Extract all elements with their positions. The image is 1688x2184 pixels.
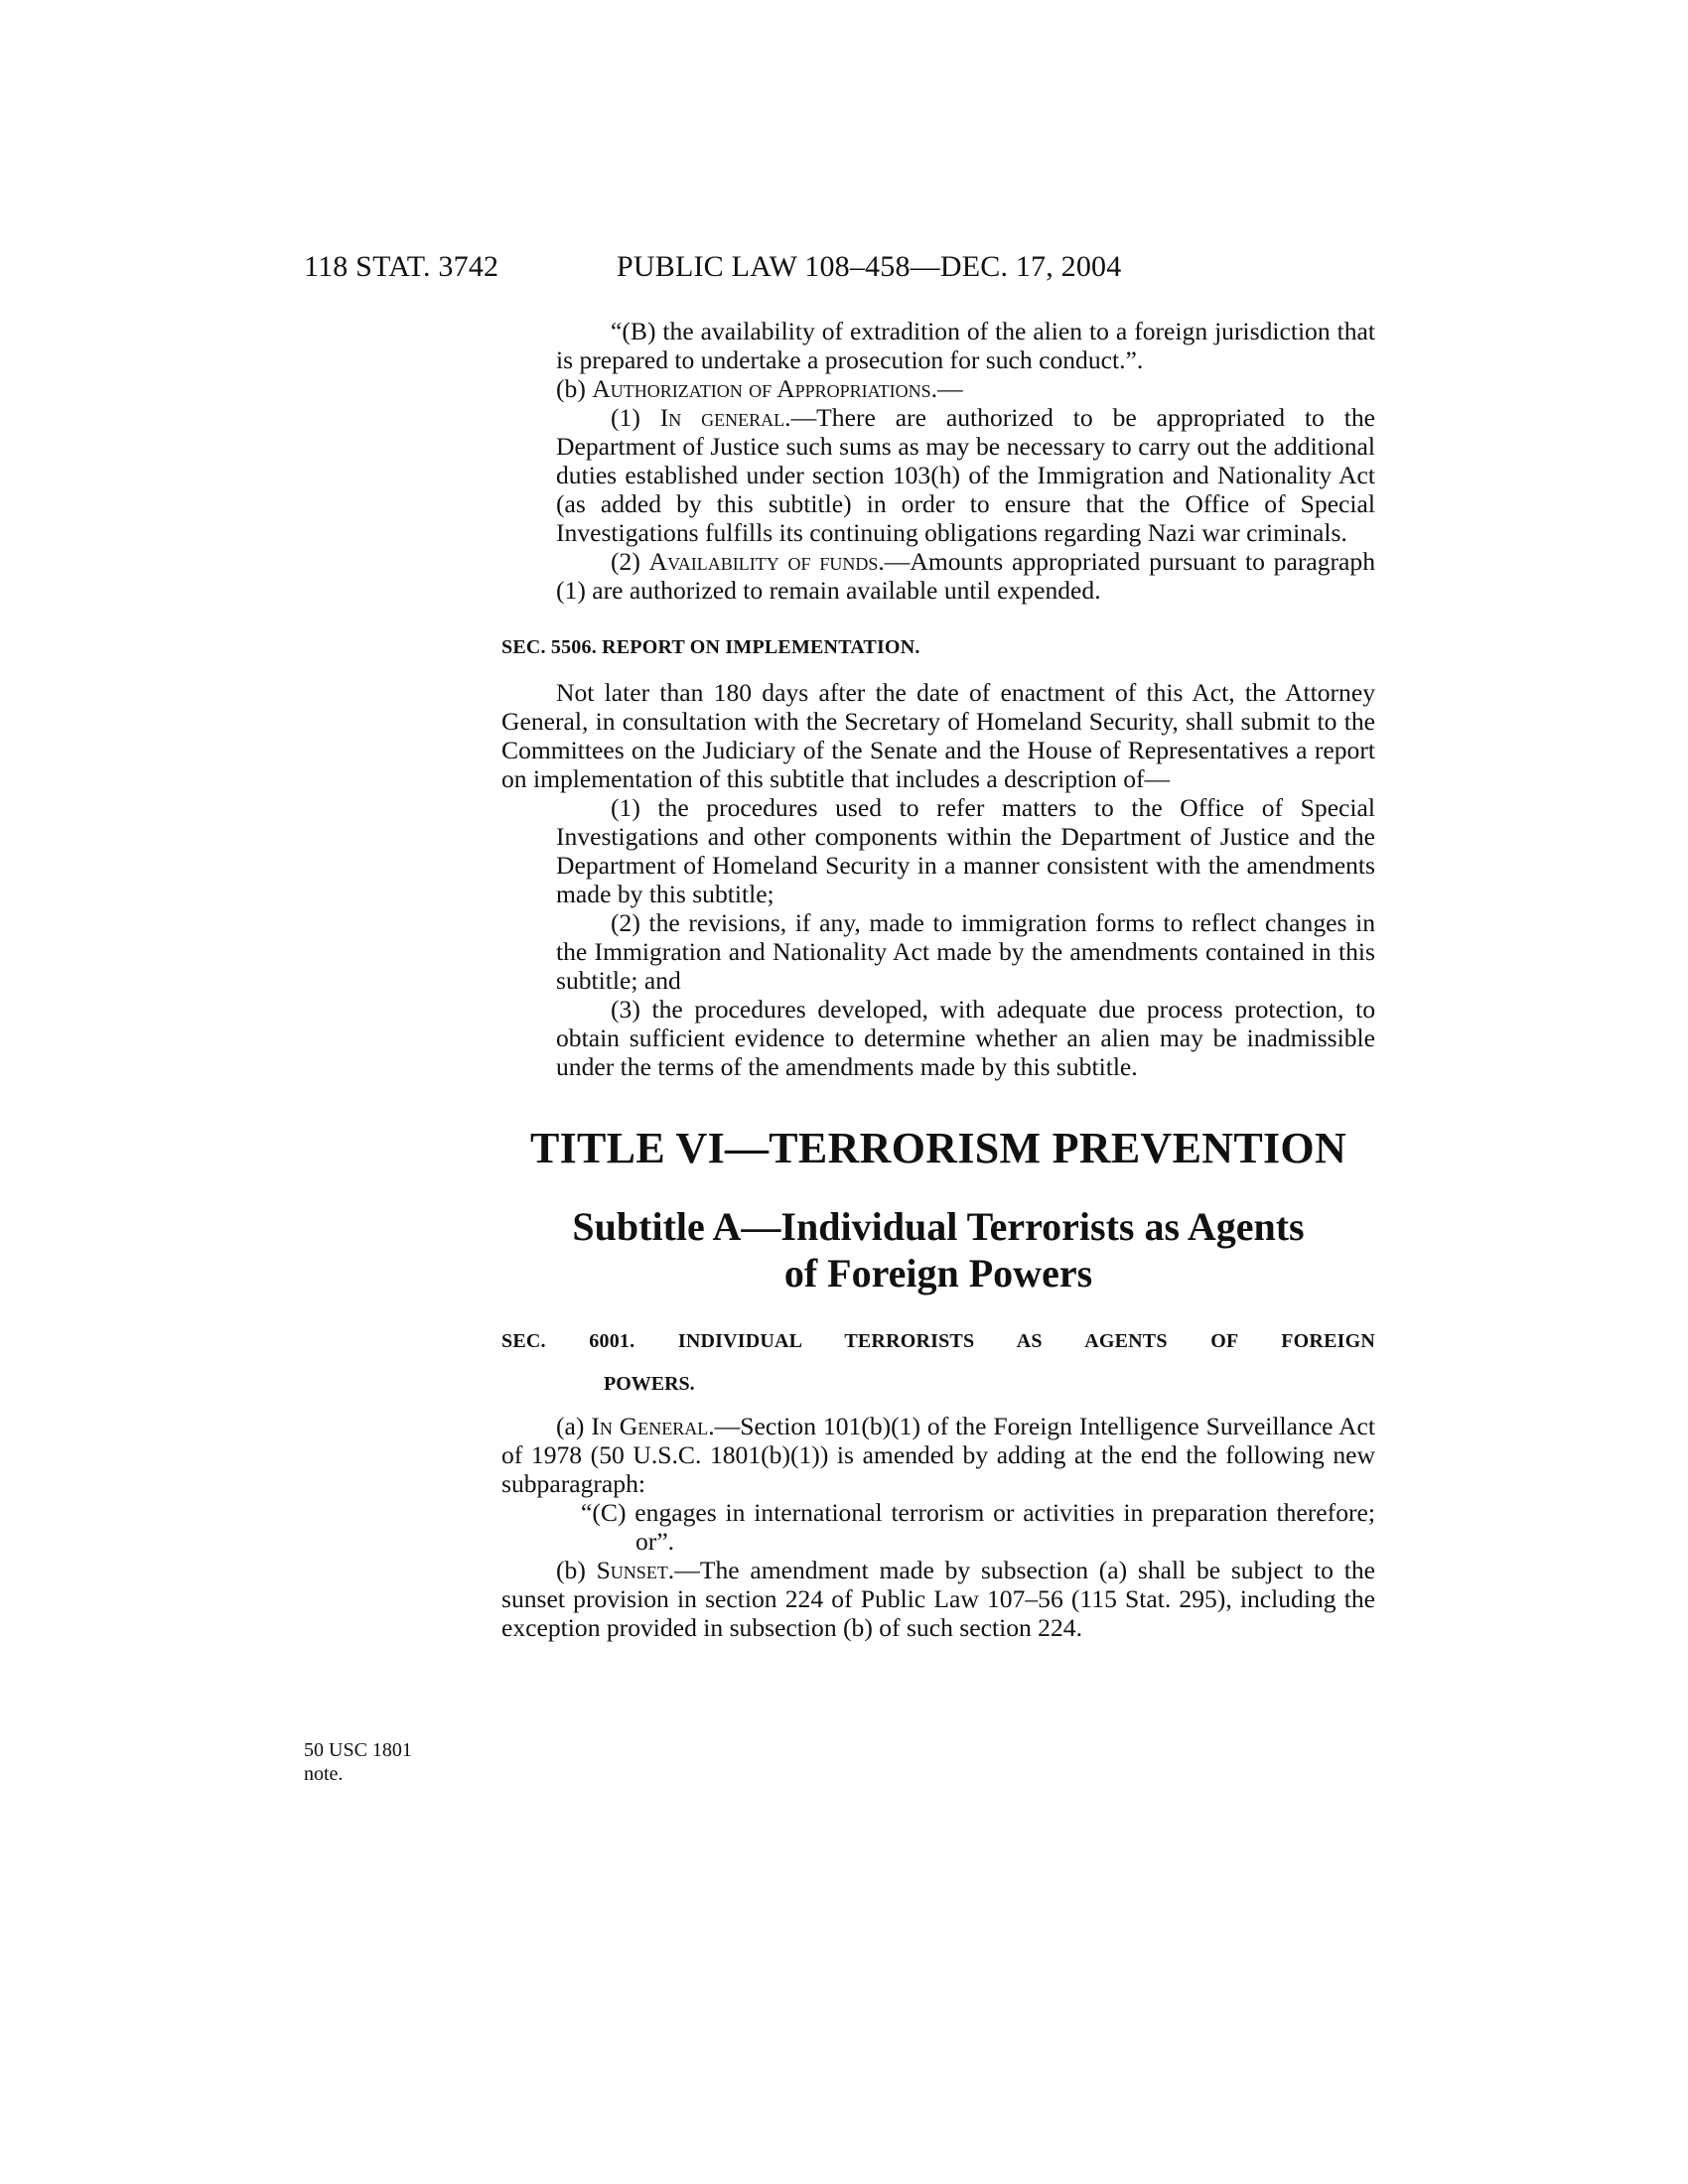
authorization-p2-heading: Availability of funds. [648,547,885,576]
subsection-a-text: —Section 101(b)(1) of the Foreign Intelligence Surveillance Act of 1978 (50 U.S.C. 1801(b)(1)) is amended by adding at the end the following new subparagraph: [501,1412,1375,1498]
section-6001-heading-cont: POWERS. [604,1373,695,1395]
section-6001-quoted-subparagraph: “(C) engages in international terrorism or activities in preparation therefore; or”. [581,1498,1375,1556]
section-5506-item-3: (3) the procedures developed, with adequate due process protection, to obtain sufficient evidence to determine whether an alien may be inadmissible under the terms of the amendments made by this subtitle. [556,995,1375,1081]
section-5506-item-2: (2) the revisions, if any, made to immigration forms to reflect changes in the Immigration and Nationality Act made by the amendments contained in this subtitle; and [556,908,1375,995]
subtitle-a-line-2: of Foreign Powers [783,1251,1093,1296]
authorization-p1-text: —There are authorized to be appropriated to the Department of Justice such sums as may be necessary to carry out the additional duties established under section 103(h) of the Immigration and Nationality Act (as added by this subtitle) in order to ensure that the Office of Special Investigations fulfills its continuing obligations regarding Nazi war criminals. [556,403,1375,547]
subsection-a-heading: In General. [591,1412,715,1440]
authorization-paragraph-1 [501,403,1375,547]
authorization-p2-number: (2) [611,547,649,576]
margin-note-line-1: 50 USC 1801 [304,1739,412,1761]
page-stat-number: 118 STAT. 3742 [304,250,499,283]
section-6001-subsection-b [501,1556,1375,1642]
section-5506-heading: SEC. 5506. REPORT ON IMPLEMENTATION. [501,636,920,658]
authorization-prefix: (b) [556,374,593,403]
clause-b-paragraph: “(B) the availability of extradition of the alien to a foreign jurisdiction that is prepared to undertake a prosecution for such conduct.”. [556,317,1375,374]
authorization-p1-number: (1) [611,403,660,432]
text-column [501,317,1375,1642]
authorization-p2-text: —Amounts appropriated pursuant to paragraph (1) are authorized to remain available until expended. [556,547,1375,605]
section-5506-intro: Not later than 180 days after the date of enactment of this Act, the Attorney General, in consultation with the Secretary of Homeland Security, shall submit to the Committees on the Judiciary of the Senate and the House of Representatives a report on implementation of this subtitle that includes a description of— [501,678,1375,793]
authorization-p1-heading: In general. [659,403,791,432]
authorization-paragraph-2 [501,547,1375,605]
subsection-b-heading: Sunset. [596,1556,675,1584]
margin-note [304,1738,453,1786]
subsection-b-text: —The amendment made by subsection (a) shall be subject to the sunset provision in section 224 of Public Law 107–56 (115 Stat. 295), including the exception provided in subsection (b) of such section 224. [501,1556,1375,1642]
authorization-heading-text: Authorization of Appropriations.— [592,374,963,403]
section-6001-subsection-a [501,1412,1375,1498]
title-vi-heading: TITLE VI—TERRORISM PREVENTION [529,1124,1347,1172]
section-6001-heading: SEC. 6001. INDIVIDUAL TERRORISTS AS AGENTS OF FOREIGN [501,1330,1375,1352]
section-5506-item-1: (1) the procedures used to refer matters to the Office of Special Investigations and other components within the Department of Justice and the Department of Homeland Security in a manner consistent with the amendments made by this subtitle; [556,793,1375,908]
running-header: PUBLIC LAW 108–458—DEC. 17, 2004 [617,250,1122,283]
authorization-heading [501,374,1375,403]
subsection-b-prefix: (b) [556,1556,597,1584]
margin-note-line-2: note. [304,1763,344,1785]
subtitle-a-heading [501,1203,1375,1297]
subtitle-a-line-1: Subtitle A—Individual Terrorists as Agents [572,1204,1305,1249]
subsection-a-prefix: (a) [556,1412,592,1440]
